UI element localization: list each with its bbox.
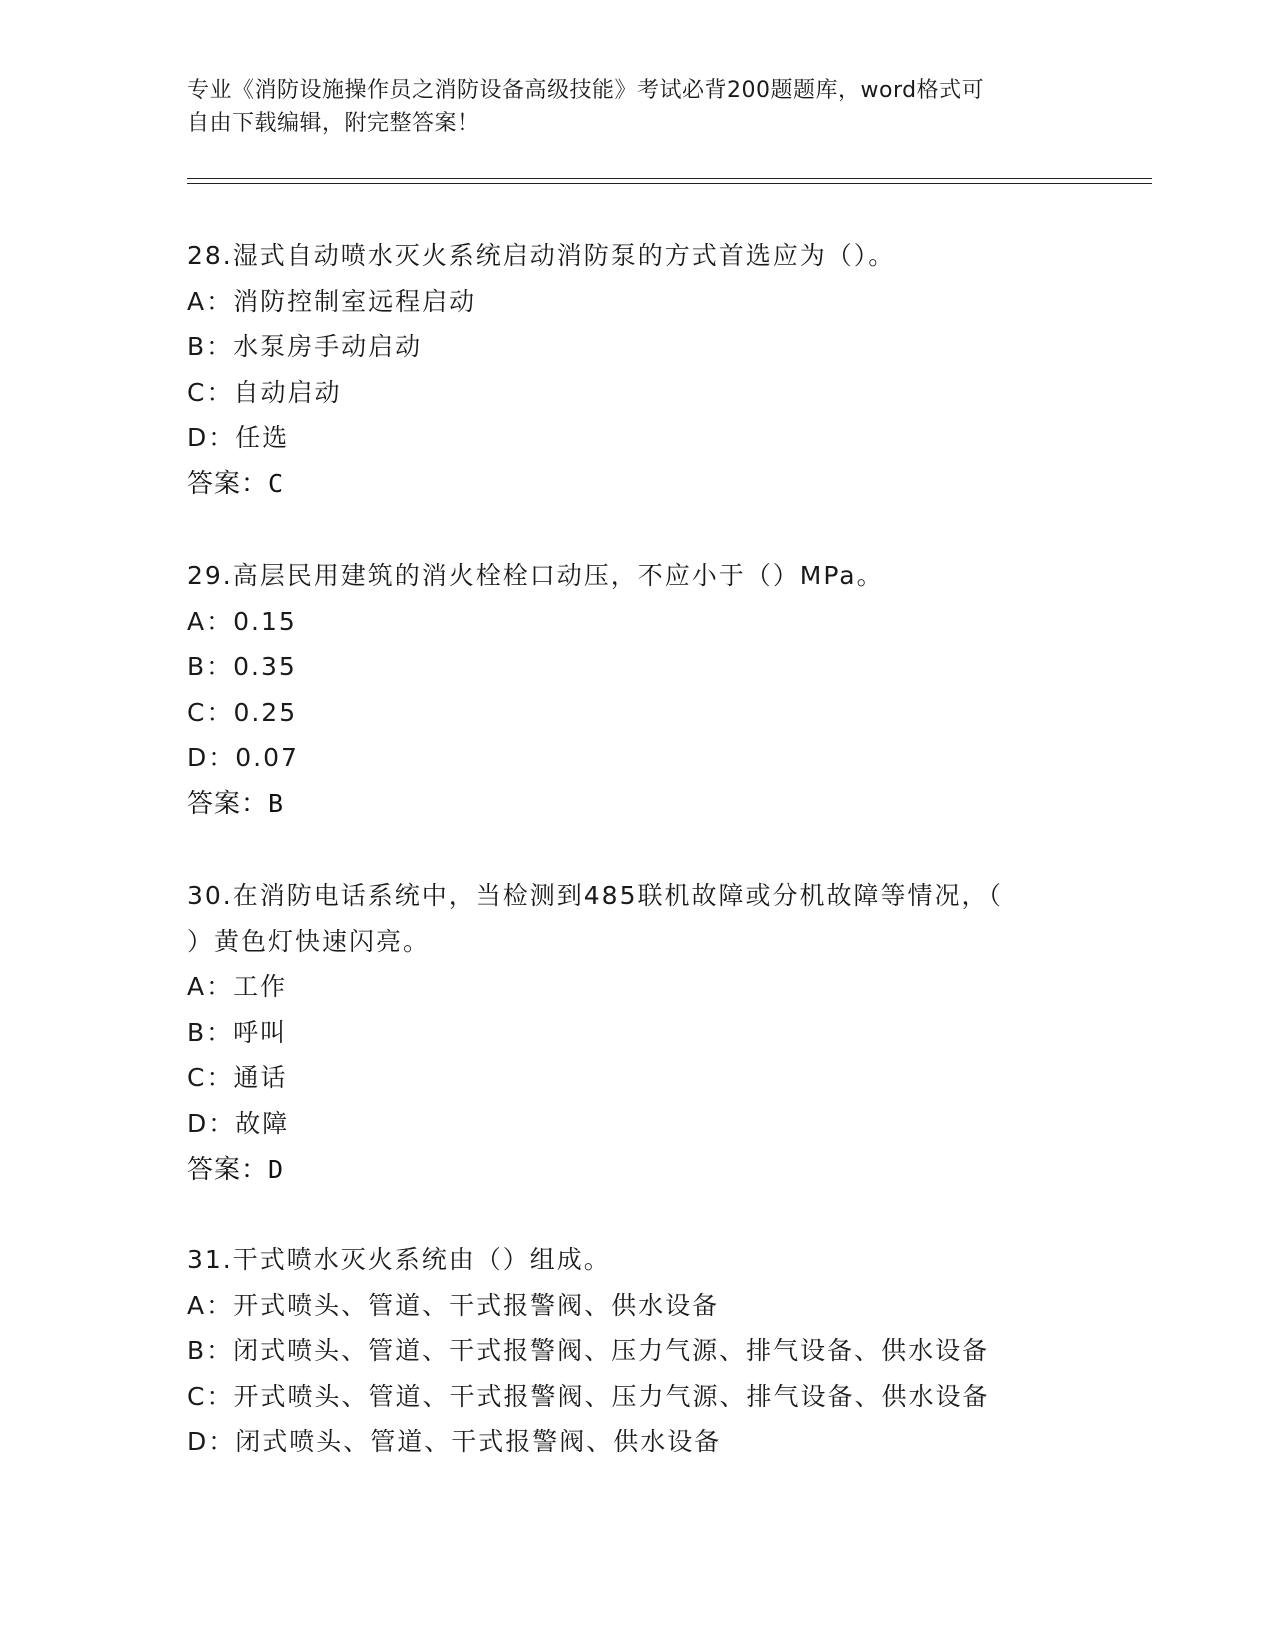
header-divider-top [187,178,1152,179]
option-a: A：0.15 [187,606,297,636]
question-31 [187,1237,1087,1465]
option-b: B：0.35 [187,652,297,682]
option-a: A：工作 [187,972,288,1002]
answer-line [187,781,1087,827]
answer-label: 答案： [187,1154,269,1185]
option-a: A：消防控制室远程启动 [187,286,477,316]
answer-line [187,461,1087,507]
question-stem: 28.湿式自动喷水灭火系统启动消防泵的方式首选应为（）。 [187,241,896,270]
answer-line [187,1147,1087,1193]
answer-label: 答案： [187,788,269,819]
option-d: D：闭式喷头、管道、干式报警阀、供水设备 [187,1427,722,1457]
option-b: B：呼叫 [187,1017,288,1047]
question-stem-line-2: ）黄色灯快速闪亮。 [187,926,431,956]
question-29 [187,553,1087,827]
header-line-1: 专业《消防设施操作员之消防设备高级技能》考试必背200题题库，word格式可 [187,78,985,103]
header-line-2: 自由下载编辑，附完整答案！ [187,111,480,136]
option-c: C：0.25 [187,697,298,727]
option-d: D：故障 [187,1108,290,1138]
question-28 [187,233,1087,507]
option-c: C：通话 [187,1063,288,1093]
answer-value: B [268,788,285,818]
question-stem-line-1: 30.在消防电话系统中，当检测到485联机故障或分机故障等情况，（ [187,881,1003,910]
answer-value: D [268,1154,285,1184]
option-c: C：自动启动 [187,377,342,407]
option-a: A：开式喷头、管道、干式报警阀、供水设备 [187,1290,720,1320]
option-d: D：任选 [187,423,290,453]
question-30 [187,873,1087,1192]
option-b: B：闭式喷头、管道、干式报警阀、压力气源、排气设备、供水设备 [187,1336,990,1366]
question-stem: 31.干式喷水灭火系统由（）组成。 [187,1245,611,1274]
header-divider-bottom [187,183,1152,184]
document-header [187,74,1067,140]
option-b: B：水泵房手动启动 [187,332,423,362]
option-d: D：0.07 [187,743,299,773]
question-stem: 29.高层民用建筑的消火栓栓口动压，不应小于（）MPa。 [187,561,884,590]
answer-value: C [268,468,285,498]
answer-label: 答案： [187,468,269,499]
option-c: C：开式喷头、管道、干式报警阀、压力气源、排气设备、供水设备 [187,1381,990,1411]
